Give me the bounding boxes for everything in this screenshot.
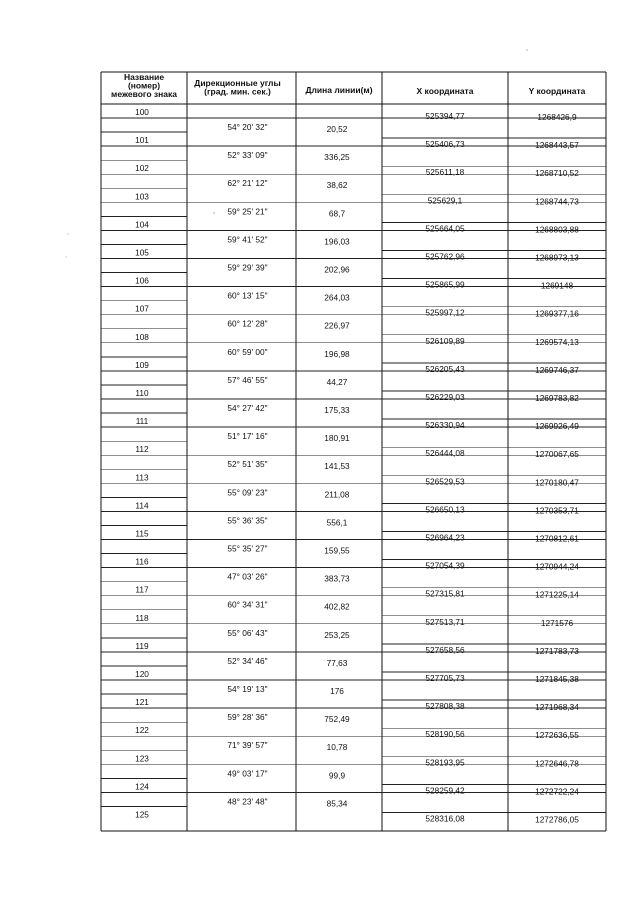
line-length: 176 bbox=[330, 686, 344, 696]
y-coordinate: 1268426,9 bbox=[537, 112, 577, 122]
x-coordinate: 525997,12 bbox=[425, 307, 465, 318]
line-length: 141,53 bbox=[324, 461, 350, 472]
x-coordinate: 528259,42 bbox=[425, 785, 465, 796]
x-coordinate: 525762,96 bbox=[425, 251, 465, 262]
line-length: 20,52 bbox=[326, 124, 348, 134]
y-coordinate: 1271968,34 bbox=[535, 702, 579, 713]
x-coordinate: 528193,95 bbox=[425, 757, 465, 768]
x-coordinate: 526444,08 bbox=[425, 448, 465, 459]
y-coordinate: 1270944,24 bbox=[535, 561, 579, 572]
point-number: 114 bbox=[135, 500, 149, 511]
direction-angle: 47° 03' 26" bbox=[227, 571, 268, 582]
point-number: 122 bbox=[135, 725, 149, 736]
point-number: 101 bbox=[135, 135, 149, 146]
line-length: 253,25 bbox=[324, 629, 350, 640]
point-number: 116 bbox=[135, 556, 149, 567]
point-number: 115 bbox=[135, 528, 149, 539]
direction-angle: 52° 33' 09" bbox=[227, 150, 268, 161]
point-number: 107 bbox=[135, 303, 149, 314]
y-coordinate: 1272636,55 bbox=[535, 730, 579, 741]
direction-angle: 55° 35' 27" bbox=[227, 543, 268, 554]
point-number: 112 bbox=[135, 444, 149, 455]
column-header-length: Длина линии(м) bbox=[305, 85, 373, 95]
line-length: 264,03 bbox=[324, 292, 350, 303]
x-coordinate: 525406,73 bbox=[425, 139, 465, 150]
table-grid bbox=[101, 72, 606, 831]
line-length: 211,08 bbox=[324, 489, 350, 500]
point-number: 108 bbox=[135, 331, 149, 342]
line-length: 175,33 bbox=[324, 405, 350, 415]
point-number: 120 bbox=[135, 669, 149, 679]
scan-speck bbox=[66, 257, 67, 258]
line-length: 226,97 bbox=[324, 320, 350, 331]
point-number: 123 bbox=[135, 753, 149, 764]
scan-speck bbox=[213, 212, 214, 213]
x-coordinate: 527513,71 bbox=[425, 616, 465, 627]
column-header-name: (номер) bbox=[127, 80, 161, 91]
direction-angle: 55° 36' 35" bbox=[227, 515, 268, 526]
line-length: 196,98 bbox=[324, 348, 350, 359]
y-coordinate: 1269783,82 bbox=[535, 393, 579, 403]
y-coordinate: 1268744,73 bbox=[535, 196, 579, 207]
x-coordinate: 527054,39 bbox=[425, 560, 465, 571]
y-coordinate: 1268710,52 bbox=[535, 168, 579, 179]
direction-angle: 49° 03' 17" bbox=[227, 768, 268, 779]
point-number: 109 bbox=[135, 359, 149, 370]
x-coordinate: 526529,53 bbox=[425, 476, 465, 487]
line-length: 99,9 bbox=[328, 770, 346, 781]
direction-angle: 51° 17' 16" bbox=[227, 431, 268, 442]
y-coordinate: 1272786,05 bbox=[535, 814, 579, 825]
line-length: 336,25 bbox=[324, 152, 350, 163]
line-length: 402,82 bbox=[324, 601, 350, 612]
line-length: 159,55 bbox=[324, 545, 350, 556]
y-coordinate: 1270180,47 bbox=[535, 477, 579, 488]
line-length: 180,91 bbox=[324, 433, 350, 444]
line-length: 202,96 bbox=[324, 264, 350, 275]
column-header-name: Название bbox=[123, 72, 165, 82]
x-coordinate: 526109,89 bbox=[425, 335, 465, 346]
point-number: 113 bbox=[135, 472, 149, 483]
direction-angle: 48° 23' 48" bbox=[227, 796, 268, 807]
point-number: 102 bbox=[135, 163, 149, 174]
table-header bbox=[111, 72, 586, 99]
column-header-name: межевого знака bbox=[111, 89, 177, 100]
direction-angle: 54° 19' 13" bbox=[227, 684, 268, 694]
line-length: 556,1 bbox=[326, 517, 348, 528]
x-coordinate: 527658,56 bbox=[425, 644, 465, 655]
direction-angle: 71° 39' 57" bbox=[227, 740, 268, 751]
y-coordinate: 1270067,65 bbox=[535, 449, 579, 460]
point-number: 106 bbox=[135, 275, 149, 286]
y-coordinate: 1271576 bbox=[540, 617, 574, 628]
point-number: 104 bbox=[135, 219, 149, 230]
line-length: 383,73 bbox=[324, 573, 350, 584]
y-coordinate: 1269926,49 bbox=[535, 421, 579, 432]
line-length: 10,78 bbox=[326, 742, 348, 753]
x-coordinate: 525611,18 bbox=[425, 167, 465, 178]
point-number: 121 bbox=[135, 697, 149, 708]
direction-angle: 60° 13' 15" bbox=[227, 290, 268, 301]
x-coordinate: 527315,81 bbox=[425, 588, 465, 599]
point-number: 103 bbox=[135, 191, 149, 202]
point-number: 111 bbox=[135, 416, 149, 427]
point-number: 124 bbox=[135, 781, 149, 792]
direction-angle: 60° 12' 28" bbox=[227, 318, 268, 329]
x-coordinate: 525394,77 bbox=[425, 111, 465, 121]
x-coordinate: 528316,08 bbox=[425, 813, 465, 824]
line-length: 68,7 bbox=[328, 208, 346, 219]
y-coordinate: 1271783,73 bbox=[535, 645, 579, 656]
x-coordinate: 527705,73 bbox=[425, 673, 465, 683]
y-coordinate: 1269377,16 bbox=[535, 308, 579, 319]
direction-angle: 60° 34' 31" bbox=[227, 599, 268, 610]
direction-angle: 57° 46' 55" bbox=[227, 374, 268, 385]
column-header-angle: Дирекционные углы bbox=[194, 78, 281, 88]
x-coordinate: 527808,38 bbox=[425, 701, 465, 712]
y-coordinate: 1268803,88 bbox=[535, 224, 579, 235]
x-coordinate: 526330,94 bbox=[425, 420, 465, 431]
y-coordinate: 1269746,37 bbox=[535, 364, 579, 375]
line-length: 85,34 bbox=[326, 798, 348, 809]
y-coordinate: 1268443,57 bbox=[535, 140, 579, 151]
line-length: 77,63 bbox=[326, 657, 348, 668]
x-coordinate: 526229,03 bbox=[425, 392, 465, 402]
scan-speck bbox=[526, 49, 527, 50]
line-length: 752,49 bbox=[324, 714, 350, 725]
x-coordinate: 525629,1 bbox=[427, 195, 463, 206]
y-coordinate: 1269148 bbox=[540, 280, 574, 291]
direction-angle: 52° 51' 35" bbox=[227, 459, 268, 470]
table-body bbox=[135, 107, 579, 825]
x-coordinate: 528190,56 bbox=[425, 729, 465, 740]
y-coordinate: 1271225,14 bbox=[535, 589, 579, 600]
direction-angle: 59° 29' 39" bbox=[227, 262, 268, 273]
point-number: 117 bbox=[135, 584, 149, 595]
x-coordinate: 526650,13 bbox=[425, 504, 465, 515]
x-coordinate: 525664,05 bbox=[425, 223, 465, 234]
y-coordinate: 1272722,24 bbox=[535, 786, 579, 797]
direction-angle: 62° 21' 12" bbox=[227, 178, 268, 189]
y-coordinate: 1272646,78 bbox=[535, 758, 579, 769]
point-number: 110 bbox=[135, 388, 149, 398]
direction-angle: 59° 28' 36" bbox=[227, 712, 268, 723]
point-number: 105 bbox=[135, 247, 149, 258]
point-number: 125 bbox=[135, 809, 149, 820]
direction-angle: 59° 25' 21" bbox=[227, 206, 268, 217]
y-coordinate: 1270812,61 bbox=[535, 533, 579, 544]
direction-angle: 55° 06' 43" bbox=[227, 627, 268, 638]
y-coordinate: 1268973,13 bbox=[535, 252, 579, 263]
direction-angle: 54° 27' 42" bbox=[227, 403, 268, 413]
direction-angle: 55° 09' 23" bbox=[227, 487, 268, 498]
point-number: 118 bbox=[135, 612, 149, 623]
column-header-y: Y координата bbox=[528, 86, 586, 96]
column-header-x: X координата bbox=[416, 86, 474, 96]
line-length: 196,03 bbox=[324, 236, 350, 247]
line-length: 38,62 bbox=[326, 180, 348, 191]
direction-angle: 59° 41' 52" bbox=[227, 234, 268, 245]
point-number: 100 bbox=[135, 107, 149, 117]
y-coordinate: 1271845,38 bbox=[535, 674, 579, 684]
direction-angle: 54° 20' 32" bbox=[227, 122, 268, 132]
direction-angle: 52° 34' 46" bbox=[227, 655, 268, 666]
column-header-angle: (град. мин. сек.) bbox=[204, 86, 271, 97]
y-coordinate: 1270353,71 bbox=[535, 505, 579, 516]
direction-angle: 60° 59' 00" bbox=[227, 346, 268, 357]
point-number: 119 bbox=[135, 640, 149, 651]
y-coordinate: 1269574,13 bbox=[535, 336, 579, 347]
x-coordinate: 526964,23 bbox=[425, 532, 465, 543]
line-length: 44,27 bbox=[326, 376, 348, 387]
x-coordinate: 526205,43 bbox=[425, 363, 465, 374]
x-coordinate: 525865,99 bbox=[425, 279, 465, 290]
scan-speck bbox=[68, 234, 69, 235]
